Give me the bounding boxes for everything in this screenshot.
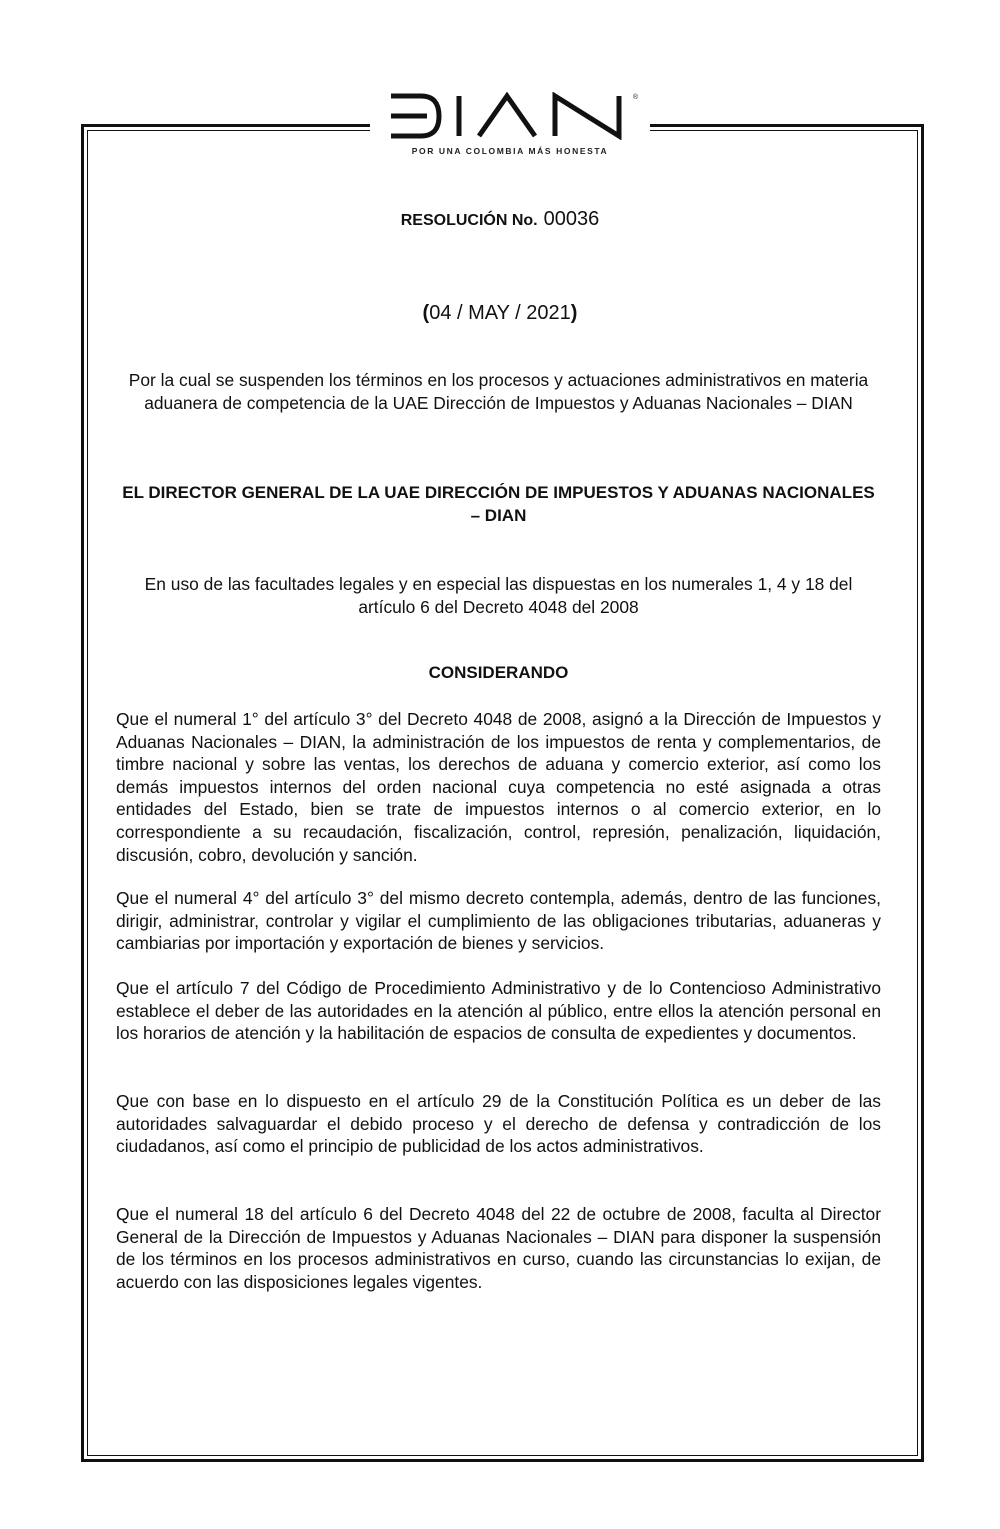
paragraph: Que el numeral 1° del artículo 3° del Decreto 4048 de 2008, asignó a la Dirección de Impuestos y Aduanas Nacionales – DIAN, la administración de los impuestos de renta y complementarios, de timbre nacional y sobre las ventas, los derechos de aduana y comercio exterior, así como los demás impuestos internos del orden nacional cuya competencia no esté asignada a otras entidades del Estado, bien se trate de impuestos internos o al comercio exterior, en lo correspondiente a su recaudación, fiscalización, control, represión, penalización, liquidación, discusión, cobro, devolución y sanción. (116, 709, 881, 865)
resolution-date (0, 302, 1000, 325)
resolution-heading (0, 208, 1000, 231)
paragraph: Que el numeral 18 del artículo 6 del Decreto 4048 del 22 de octubre de 2008, faculta al Director General de la Dirección de Impuestos y Aduanas Nacionales – DIAN para disponer la suspensión de los términos en los procesos administrativos en curso, cuando las circunstancias lo exijan, de acuerdo con las disposiciones legales vigentes. (116, 1204, 881, 1292)
resolution-label: RESOLUCIÓN No. (400, 212, 538, 229)
issuing-authority: EL DIRECTOR GENERAL DE LA UAE DIRECCIÓN DE IMPUESTOS Y ADUANAS NACIONALES – DIAN (122, 483, 875, 525)
paragraph: Que el numeral 4° del artículo 3° del mismo decreto contempla, además, dentro de las funciones, dirigir, administrar, controlar y vigilar el cumplimiento de las obligaciones tributarias, aduaneras y cambiarias por importación y exportación de bienes y servicios. (116, 888, 881, 954)
date-close-paren: ) (570, 302, 578, 324)
resolution-number: 00036 (543, 208, 600, 230)
legal-powers: En uso de las facultades legales y en especial las dispuestas en los numerales 1, 4 y 18 del artículo 6 del Decreto 4048 del 2008 (144, 574, 853, 617)
paragraph: Que con base en lo dispuesto en el artículo 29 de la Constitución Política es un deber de las autoridades salvaguardar el debido proceso y el derecho de defensa y contradicción de los ciudadanos, así como el principio de publicidad de los actos administrativos. (116, 1091, 881, 1157)
date-value: 04 / MAY / 2021 (429, 302, 571, 324)
dian-logo (370, 86, 650, 166)
date-open-paren: ( (422, 302, 430, 324)
resolution-subject: Por la cual se suspenden los términos en los procesos y actuaciones administrativos en materia aduanera de competencia de la UAE Dirección de Impuestos y Aduanas Nacionales – DIAN (128, 370, 869, 413)
considerando-heading: CONSIDERANDO (428, 663, 569, 682)
paragraph: Que el artículo 7 del Código de Procedimiento Administrativo y de lo Contencioso Administrativo establece el deber de las autoridades en la atención al público, entre ellos la atención personal en los horarios de atención y la habilitación de espacios de consulta de expedientes y documentos. (116, 978, 881, 1044)
registered-mark: ® (632, 94, 638, 101)
logo-tagline: POR UNA COLOMBIA MÁS HONESTA (411, 146, 609, 156)
dian-logo-mark (387, 92, 633, 140)
